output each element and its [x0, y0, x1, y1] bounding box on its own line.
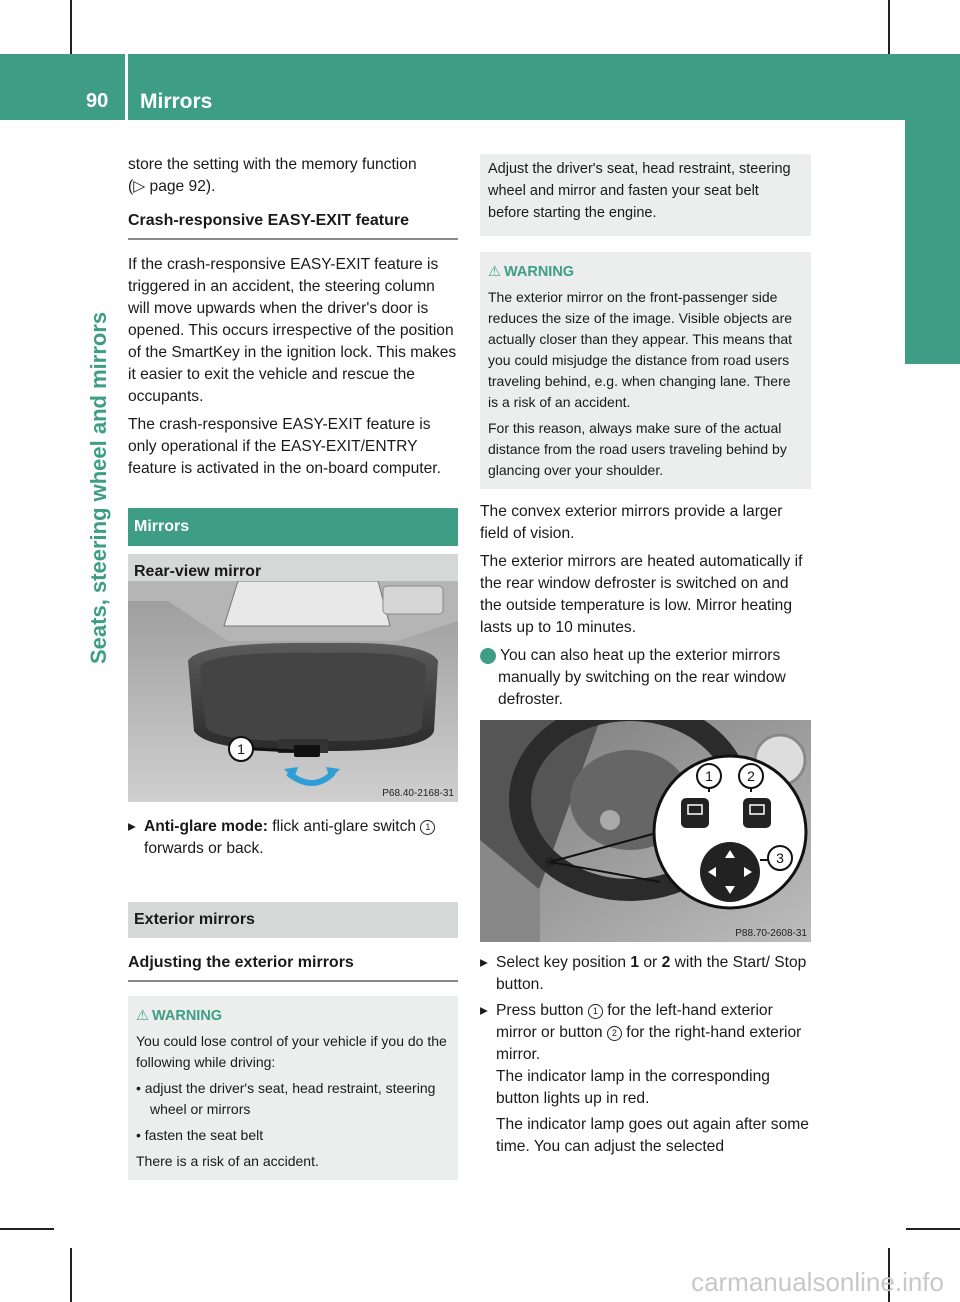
intro-text: store the setting with the memory function (▷ page 92). [128, 156, 417, 195]
warning-paragraph-2: For this reason, always make sure of the actual distance from the road users traveling behind by glancing over your shoulder. [488, 420, 787, 478]
rearview-mirror-illustration [128, 581, 458, 802]
crop-mark [888, 0, 890, 54]
mirror-buttons-figure [480, 720, 811, 942]
warning-intro: You could lose control of your vehicle if you do the following while driving: [136, 1033, 447, 1070]
step-arrow-icon: ▸ [128, 818, 136, 835]
warning-box-left [128, 996, 458, 1180]
figure-callout-3: 3 [776, 850, 784, 866]
warning-triangle-icon: ⚠ [488, 264, 501, 280]
warning-box-right [480, 252, 811, 489]
warning-bullet: • adjust the driver's seat, head restraint, steering wheel or mirrors [136, 1080, 436, 1117]
figure-callout-2: 2 [747, 768, 755, 784]
step-indicator-off: The indicator lamp goes out again after some time. You can adjust the selected [496, 1116, 809, 1155]
right-steps [480, 952, 811, 1158]
step-indicator-on: The indicator lamp in the corresponding button lights up in red. [496, 1068, 770, 1107]
info-box-text: Adjust the driver's seat, head restraint, steering wheel and mirror and fasten your seat belt before starting the engine. [488, 161, 791, 221]
page-header [0, 54, 905, 120]
figure-callout-1: 1 [237, 741, 245, 757]
figure-code: P88.70-2608-31 [735, 928, 807, 939]
rearview-mirror-figure [128, 581, 458, 802]
chapter-title: Seats, steering wheel and mirrors [86, 311, 111, 664]
warning-outro: There is a risk of an accident. [136, 1153, 319, 1169]
adjust-heading: Adjusting the exterior mirrors [128, 952, 458, 982]
info-icon: i [480, 648, 496, 664]
chapter-tab [905, 54, 960, 364]
step-arrow-icon: ▸ [480, 1002, 488, 1019]
crop-mark [906, 1228, 960, 1230]
heated-paragraph: The exterior mirrors are heated automatically if the rear window defroster is switched on and the outside temperature is low. Mirror heating lasts up to 10 minutes. [480, 553, 803, 636]
watermark: carmanualsonline.info [691, 1267, 944, 1297]
crash-paragraph-2: The crash-responsive EASY-EXIT feature is only operational if the EASY-EXIT/ENTRY feature is activated in the on-board computer. [128, 416, 441, 477]
step-select-key: ▸ Select key position 1 or 2 with the Start/ Stop button. [480, 954, 807, 993]
warning-title: ⚠ WARNING [136, 1006, 450, 1027]
step-arrow-icon: ▸ [480, 954, 488, 971]
section-mirrors: Mirrors [128, 508, 458, 546]
left-column [128, 154, 458, 486]
warning-paragraph-1: The exterior mirror on the front-passenger side reduces the size of the image. Visible objects are actually closer than they appear. This means that you could misjudge the distance from road users traveling behind, e.g. when changing lane. There is a risk of an accident. [488, 289, 793, 410]
crop-mark [0, 1228, 54, 1230]
antiglare-step-text: ▸ Anti-glare mode: flick anti-glare switch 1 forwards or back. [128, 816, 458, 860]
figure-code: P68.40-2168-31 [382, 788, 454, 799]
warning-triangle-icon: ⚠ [136, 1008, 149, 1024]
antiglare-step [128, 816, 458, 864]
crash-paragraph-1: If the crash-responsive EASY-EXIT feature is triggered in an accident, the steering column will move upwards when the driver's door is opened. This occurs irrespective of the position of the SmartKey in the ignition lock. This makes it easier to exit the vehicle and rescue the occupants. [128, 256, 457, 405]
subsection-exterior: Exterior mirrors [128, 902, 458, 938]
page-title: Mirrors [140, 90, 213, 113]
figure-callout-1: 1 [705, 768, 713, 784]
subsection-rearview: Rear-view mirror [128, 554, 458, 590]
step-press-button: ▸ Press button 1 for the left-hand exterior mirror or button 2 for the right-hand exterior mirror. [480, 1002, 802, 1063]
door-panel-illustration [480, 720, 811, 942]
right-column [477, 154, 811, 715]
info-note: i You can also heat up the exterior mirrors manually by switching on the rear window defroster. [477, 647, 786, 708]
convex-paragraph: The convex exterior mirrors provide a larger field of vision. [480, 503, 783, 542]
mirrors-section [128, 508, 458, 590]
header-divider [125, 54, 128, 120]
warning-bullet: • fasten the seat belt [136, 1127, 264, 1143]
info-box [480, 154, 811, 236]
page-number: 90 [86, 90, 109, 112]
crop-mark [70, 1248, 72, 1302]
exterior-section [128, 902, 458, 1180]
crash-heading: Crash-responsive EASY-EXIT feature [128, 210, 458, 240]
warning-title: ⚠ WARNING [488, 262, 803, 283]
crop-mark [70, 0, 72, 54]
